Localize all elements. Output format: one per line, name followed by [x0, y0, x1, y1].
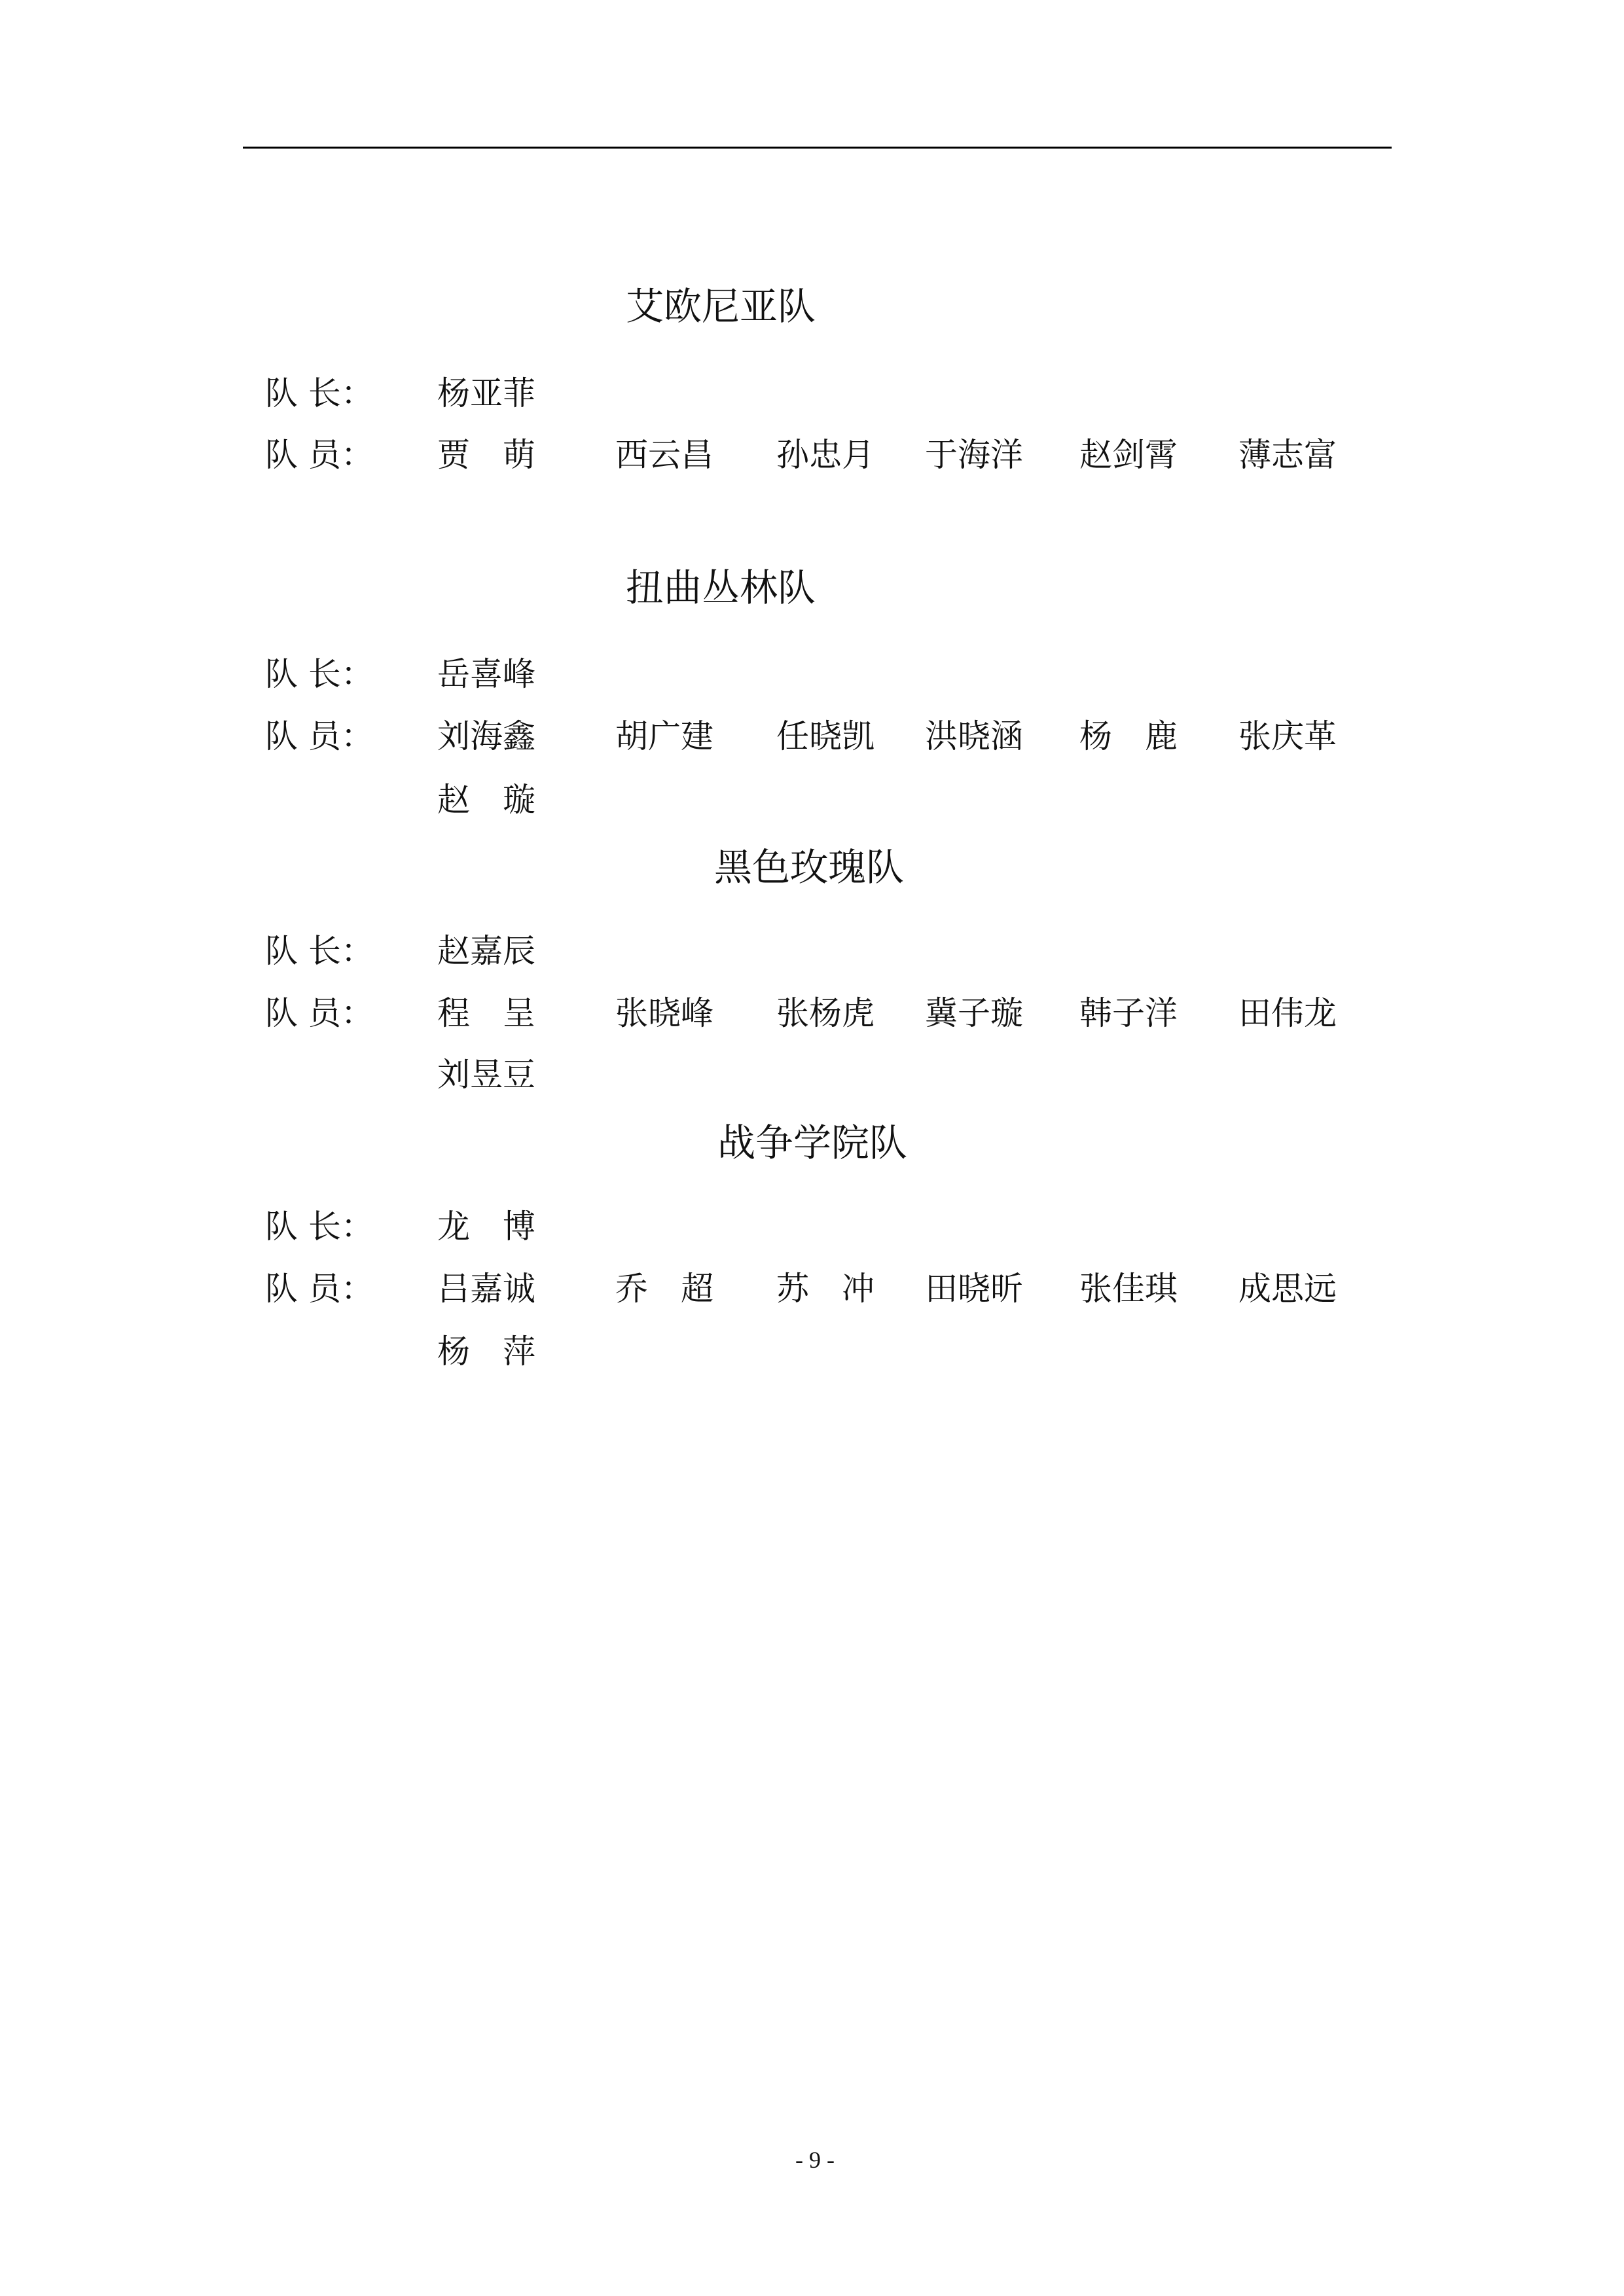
captain-label: 队 长： [265, 932, 374, 970]
member-name: 张杨虎 [776, 994, 875, 1032]
members-row [0, 1270, 1624, 1308]
members-row-continued [0, 781, 1624, 819]
captain-row [0, 655, 1624, 693]
member-name: 杨 鹿 [1079, 717, 1178, 755]
team-title: 黑色玫瑰队 [714, 845, 905, 889]
member-name: 任晓凯 [776, 717, 875, 755]
member-name: 刘昱豆 [437, 1056, 535, 1094]
member-name: 赵 璇 [437, 781, 535, 819]
member-name: 张佳琪 [1079, 1270, 1178, 1308]
members-label: 队 员： [265, 436, 374, 474]
member-name: 田晓昕 [925, 1270, 1023, 1308]
member-name: 张晓峰 [615, 994, 713, 1032]
member-name: 田伟龙 [1238, 994, 1337, 1032]
captain-label: 队 长： [265, 1208, 374, 1246]
member-name: 洪晓涵 [925, 717, 1023, 755]
members-row [0, 436, 1624, 474]
captain-name: 赵嘉辰 [437, 932, 535, 970]
member-name: 西云昌 [615, 436, 713, 474]
members-row [0, 717, 1624, 755]
captain-name: 杨亚菲 [437, 374, 535, 412]
members-label: 队 员： [265, 1270, 374, 1308]
member-name: 薄志富 [1238, 436, 1337, 474]
captain-name: 岳喜峰 [437, 655, 535, 693]
member-name: 孙忠月 [776, 436, 875, 474]
captain-label: 队 长： [265, 374, 374, 412]
member-name: 成思远 [1238, 1270, 1337, 1308]
member-name: 张庆革 [1238, 717, 1337, 755]
captain-label: 队 长： [265, 655, 374, 693]
team-title: 战争学院队 [717, 1121, 908, 1165]
member-name: 刘海鑫 [437, 717, 535, 755]
members-row-continued [0, 1333, 1624, 1371]
captain-row [0, 1208, 1624, 1246]
team-title: 艾欧尼亚队 [626, 284, 816, 329]
captain-name: 龙 博 [437, 1208, 535, 1246]
member-name: 苏 冲 [776, 1270, 875, 1308]
members-row [0, 994, 1624, 1032]
member-name: 韩子洋 [1079, 994, 1178, 1032]
page-number: - 9 - [795, 2147, 835, 2173]
member-name: 程 呈 [437, 994, 535, 1032]
members-label: 队 员： [265, 994, 374, 1032]
member-name: 贾 萌 [437, 436, 535, 474]
captain-row [0, 374, 1624, 412]
member-name: 冀子璇 [925, 994, 1023, 1032]
member-name: 于海洋 [925, 436, 1023, 474]
team-title: 扭曲丛林队 [626, 565, 816, 610]
member-name: 乔 超 [615, 1270, 713, 1308]
captain-row [0, 932, 1624, 970]
members-row-continued [0, 1056, 1624, 1094]
members-label: 队 员： [265, 717, 374, 755]
member-name: 赵剑霄 [1079, 436, 1178, 474]
member-name: 胡广建 [615, 717, 713, 755]
header-rule [243, 147, 1392, 149]
member-name: 吕嘉诚 [437, 1270, 535, 1308]
member-name: 杨 萍 [437, 1333, 535, 1371]
